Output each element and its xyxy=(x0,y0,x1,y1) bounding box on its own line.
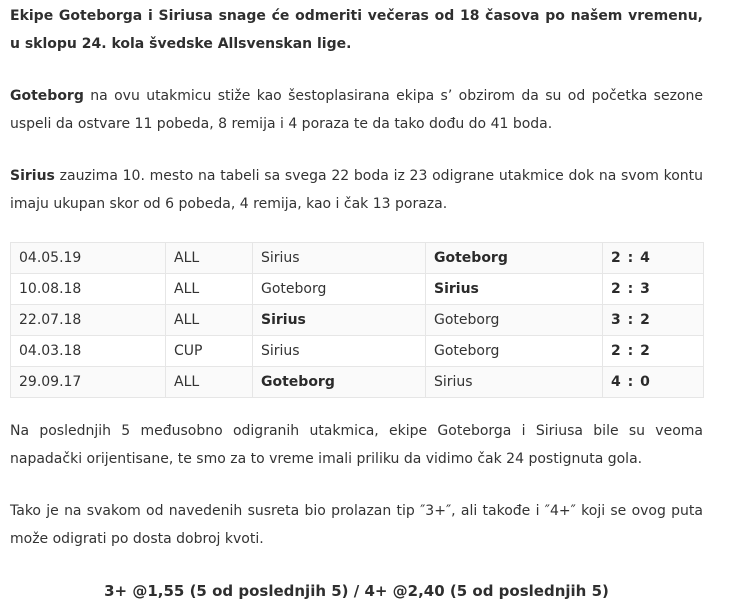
match-date: 04.05.19 xyxy=(11,243,166,274)
sirius-paragraph-text: zauzima 10. mesto na tabeli sa svega 22 boda iz 23 odigrane utakmice dok na svom kontu imaju ukupan skor od 6 pobeda, 4 remija, kao i čak 13 poraza. xyxy=(10,168,703,212)
away-team: Goteborg xyxy=(426,243,603,274)
match-score: 2 : 3 xyxy=(603,274,704,305)
h2h-table-body xyxy=(11,243,704,398)
competition: ALL xyxy=(166,274,253,305)
table-row xyxy=(11,367,704,398)
tip-paragraph: Tako je na svakom od navedenih susreta bio prolazan tip ″3+″, ali takođe i ″4+″ koji se ovog puta može odigrati po dosta dobroj kvoti. xyxy=(10,503,703,547)
match-date: 22.07.18 xyxy=(11,305,166,336)
away-team: Sirius xyxy=(426,367,603,398)
match-date: 29.09.17 xyxy=(11,367,166,398)
match-score: 2 : 2 xyxy=(603,336,704,367)
summary-paragraph: Na poslednjih 5 međusobno odigranih utakmica, ekipe Goteborga i Siriusa bile su veoma napadački orijentisane, te smo za to vreme imali priliku da vidimo čak 24 postignuta gola. xyxy=(10,423,703,467)
match-score: 2 : 4 xyxy=(603,243,704,274)
competition: ALL xyxy=(166,243,253,274)
home-team: Goteborg xyxy=(253,274,426,305)
home-team: Goteborg xyxy=(253,367,426,398)
home-team: Sirius xyxy=(253,305,426,336)
competition: ALL xyxy=(166,305,253,336)
home-team: Sirius xyxy=(253,336,426,367)
intro-paragraph: Ekipe Goteborga i Siriusa snage će odmeriti večeras od 18 časova po našem vremenu, u sklopu 24. kola švedske Allsvenskan lige. xyxy=(10,8,703,52)
match-score: 3 : 2 xyxy=(603,305,704,336)
match-date: 04.03.18 xyxy=(11,336,166,367)
table-row xyxy=(11,274,704,305)
competition: CUP xyxy=(166,336,253,367)
match-score: 4 : 0 xyxy=(603,367,704,398)
goteborg-paragraph xyxy=(10,82,703,138)
odds-line: 3+ @1,55 (5 od poslednjih 5) / 4+ @2,40 (5 od poslednjih 5) xyxy=(104,582,609,600)
table-row xyxy=(11,336,704,367)
away-team: Sirius xyxy=(426,274,603,305)
table-row xyxy=(11,243,704,274)
home-team: Sirius xyxy=(253,243,426,274)
goteborg-paragraph-text: na ovu utakmicu stiže kao šestoplasirana ekipa s’ obzirom da su od početka sezone uspeli da ostvare 11 pobeda, 8 remija i 4 poraza te da tako dođu do 41 boda. xyxy=(10,88,703,132)
away-team: Goteborg xyxy=(426,336,603,367)
sirius-paragraph xyxy=(10,162,703,218)
match-date: 10.08.18 xyxy=(11,274,166,305)
goteborg-team-name: Goteborg xyxy=(10,88,84,104)
competition: ALL xyxy=(166,367,253,398)
table-row xyxy=(11,305,704,336)
h2h-table xyxy=(10,242,704,398)
sirius-team-name: Sirius xyxy=(10,168,55,184)
away-team: Goteborg xyxy=(426,305,603,336)
